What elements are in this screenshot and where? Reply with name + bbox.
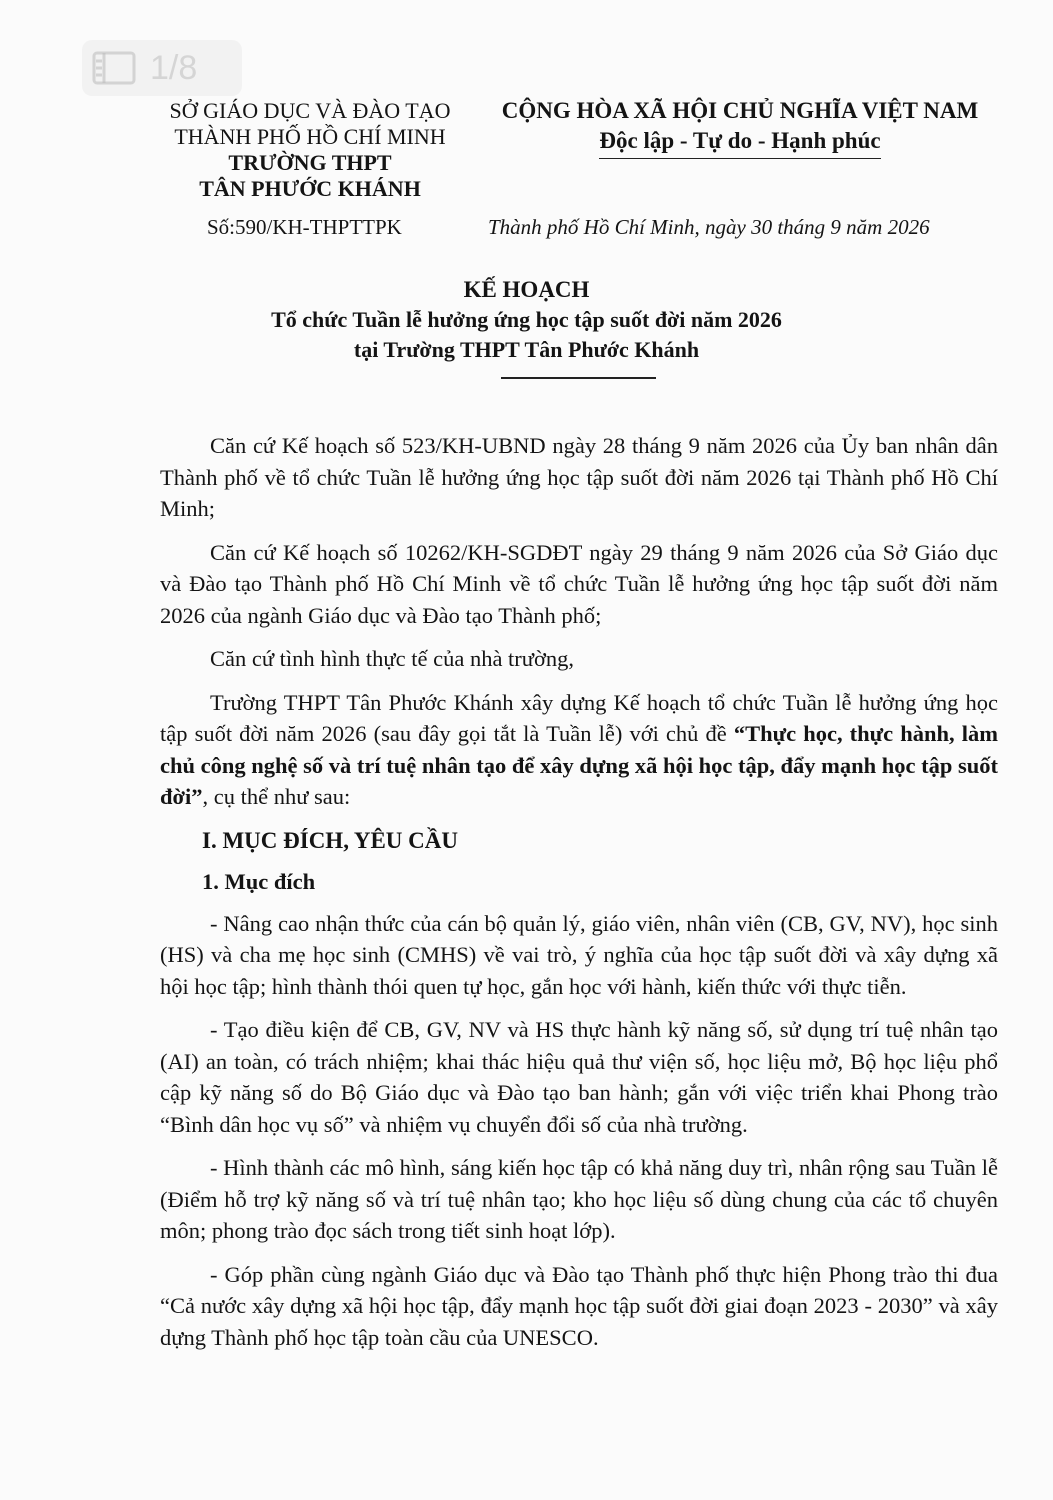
page-indicator [82, 40, 242, 96]
document-subtitle-line1: Tổ chức Tuần lễ hưởng ứng học tập suốt đời năm 2026 [271, 307, 782, 332]
section-heading: I. MỤC ĐÍCH, YÊU CẦU [202, 827, 458, 853]
page-number: 1/8 [150, 48, 198, 87]
basis-paragraph-1: Căn cứ Kế hoạch số 523/KH-UBND ngày 28 tháng 9 năm 2026 của Ủy ban nhân dân Thành phố về tổ chức Tuần lễ hưởng ứng học tập suốt đời năm 2026 tại Thành phố Hồ Chí Minh; [160, 433, 998, 521]
intro-end: , cụ thể như sau: [202, 784, 351, 809]
issuer-department: SỞ GIÁO DỤC VÀ ĐÀO TẠO [169, 98, 451, 123]
issuer-school-line1: TRƯỜNG THPT [228, 150, 392, 175]
intro-text: Trường THPT Tân Phước Khánh xây dựng Kế hoạch tổ chức Tuần lễ hưởng ứng học tập suốt đời năm 2026 (sau đây gọi tắt là Tuần lễ) với chủ đề [160, 689, 998, 746]
document-title: KẾ HOẠCH [463, 277, 590, 302]
document-subtitle-line2: tại Trường THPT Tân Phước Khánh [353, 337, 700, 362]
document-date: Thành phố Hồ Chí Minh, ngày 30 tháng 9 năm 2026 [488, 215, 930, 239]
issuer-school-line2: TÂN PHƯỚC KHÁNH [199, 176, 421, 201]
page-thumbnail-icon [92, 51, 136, 85]
basis-paragraph-2: Căn cứ Kế hoạch số 10262/KH-SGDĐT ngày 29 tháng 9 năm 2026 của Sở Giáo dục và Đào tạo Thành phố Hồ Chí Minh về tổ chức Tuần lễ hưởng ứng học tập suốt đời năm 2026 của ngành Giáo dục và Đào tạo Thành phố; [160, 539, 998, 628]
national-header [470, 96, 1010, 159]
subsection-heading: 1. Mục đích [202, 869, 316, 894]
issuer-block [150, 98, 470, 202]
document-body [160, 430, 998, 1365]
document-title-block [0, 275, 1053, 379]
title-divider [501, 377, 656, 379]
national-title: CỘNG HÒA XÃ HỘI CHỦ NGHĨA VIỆT NAM [501, 98, 979, 123]
purpose-item-4: - Góp phần cùng ngành Giáo dục và Đào tạo Thành phố thực hiện Phong trào thi đua “Cả nước xây dựng xã hội học tập, đẩy mạnh học tập suốt đời giai đoạn 2023 - 2030” và xây dựng Thành phố học tập toàn cầu của UNESCO. [160, 1261, 998, 1350]
national-motto: Độc lập - Tự do - Hạnh phúc [599, 126, 880, 159]
intro-theme: “Thực học, thực hành, làm chủ công nghệ số và trí tuệ nhân tạo để xây dựng xã hội học tập, đẩy mạnh học tập suốt đời” [160, 721, 999, 809]
issuer-city: THÀNH PHỐ HỒ CHÍ MINH [174, 124, 446, 149]
purpose-item-1: - Nâng cao nhận thức của cán bộ quản lý, giáo viên, nhân viên (CB, GV, NV), học sinh (HS) và cha mẹ học sinh (CMHS) về vai trò, ý nghĩa của học tập suốt đời và xây dựng xã hội học tập; hình thành thói quen tự học, gắn học với hành, kiến thức với thực tiễn. [160, 910, 998, 999]
intro-paragraph [160, 687, 998, 813]
purpose-item-2: - Tạo điều kiện để CB, GV, NV và HS thực hành kỹ năng số, sử dụng trí tuệ nhân tạo (AI) an toàn, có trách nhiệm; khai thác hiệu quả thư viện số, học liệu mở, Bộ học liệu phổ cập kỹ năng số do Bộ Giáo dục và Đào tạo ban hành; gắn với việc triển khai Phong trào “Bình dân học vụ số” và nhiệm vụ chuyển đổi số của nhà trường. [160, 1017, 998, 1137]
document-number: Số:590/KH-THPTTPK [207, 215, 402, 239]
basis-paragraph-3: Căn cứ tình hình thực tế của nhà trường, [210, 646, 575, 671]
purpose-item-3: - Hình thành các mô hình, sáng kiến học tập có khả năng duy trì, nhân rộng sau Tuần lễ (Điểm hỗ trợ kỹ năng số và trí tuệ nhân tạo; kho học liệu số dùng chung của các tổ chuyên môn; phong trào đọc sách trong tiết sinh hoạt lớp). [160, 1155, 998, 1243]
